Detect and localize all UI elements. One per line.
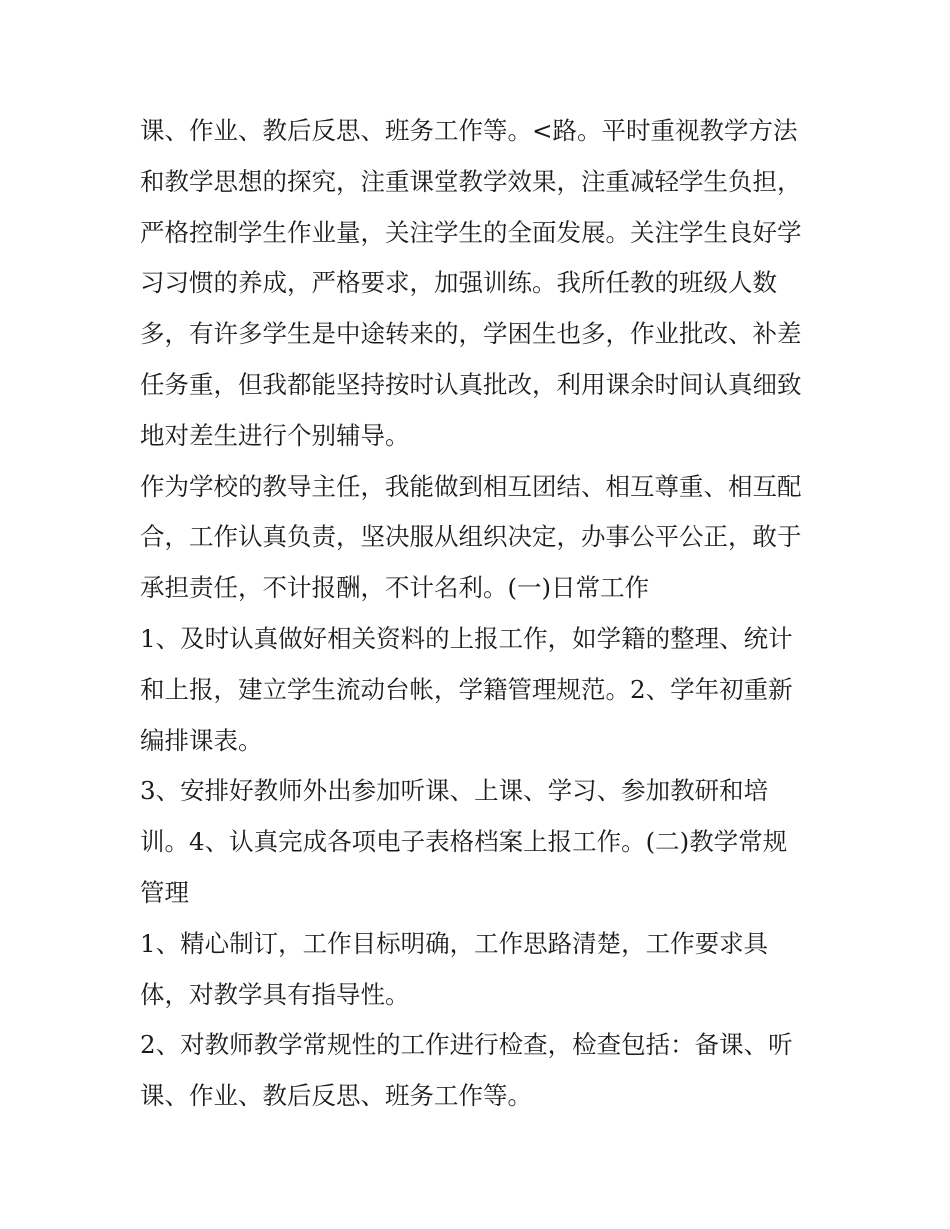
text-line: 和教学思想的探究，注重课堂教学效果，注重减轻学生负担， [140, 166, 802, 196]
text-line: 承担责任，不计报酬，不计名利。(一)日常工作 [140, 573, 650, 603]
text-line: 习习惯的养成，严格要求，加强训练。我所任教的班级人数 [140, 268, 777, 298]
text-line: 训。4、认真完成各项电子表格档案上报工作。(二)教学常规 [140, 827, 788, 857]
text-line: 2、对教师教学常规性的工作进行检查，检查包括：备课、听 [140, 1030, 793, 1060]
text-line: 和上报，建立学生流动台帐，学籍管理规范。2、学年初重新 [140, 674, 793, 704]
text-line: 合，工作认真负责，坚决服从组织决定，办事公平公正，敢于 [140, 522, 802, 552]
text-line: 严格控制学生作业量，关注学生的全面发展。关注学生良好学 [140, 217, 802, 247]
text-line: 作为学校的教导主任，我能做到相互团结、相互尊重、相互配 [140, 471, 802, 501]
body-text [140, 106, 840, 1122]
text-line: 地对差生进行个别辅导。 [140, 420, 410, 450]
text-line: 多，有许多学生是中途转来的，学困生也多，作业批改、补差 [140, 319, 802, 349]
text-line: 任务重，但我都能坚持按时认真批改，利用课余时间认真细致 [140, 369, 802, 399]
text-line: 1、精心制订，工作目标明确，工作思路清楚，工作要求具 [140, 928, 769, 958]
text-line: 课、作业、教后反思、班务工作等。<路。平时重视教学方法 [140, 116, 798, 145]
text-line: 管理 [140, 877, 189, 907]
text-line: 3、安排好教师外出参加听课、上课、学习、参加教研和培 [140, 776, 769, 806]
text-line: 体，对教学具有指导性。 [140, 979, 410, 1009]
text-line: 编排课表。 [140, 725, 263, 755]
text-line: 1、及时认真做好相关资料的上报工作，如学籍的整理、统计 [140, 623, 793, 653]
text-line: 课、作业、教后反思、班务工作等。 [140, 1081, 532, 1111]
